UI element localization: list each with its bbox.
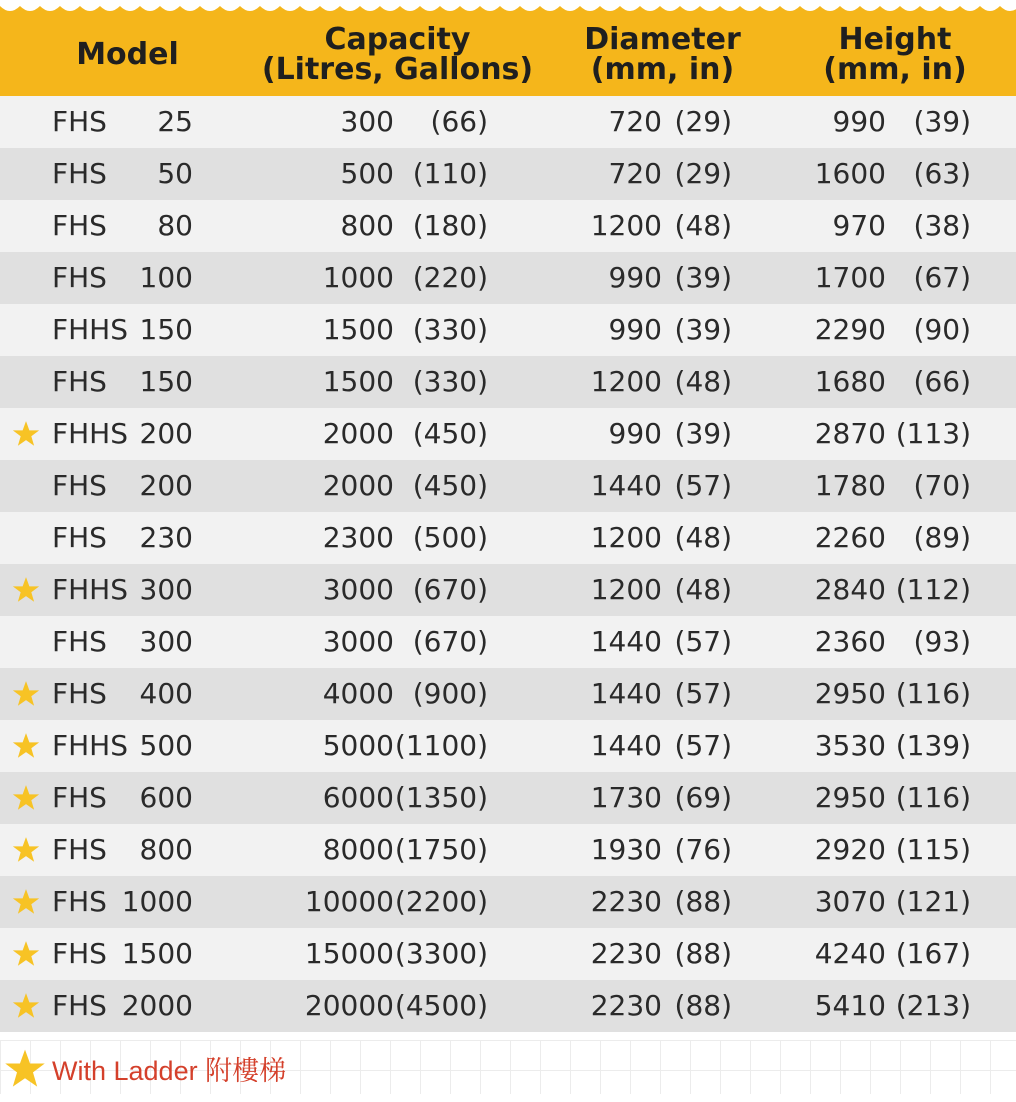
model-number: 400 (139, 677, 193, 710)
diameter-mm: 2230 (590, 989, 662, 1022)
model-prefix: FHS (52, 885, 107, 918)
model-number: 300 (139, 625, 193, 658)
height-mm: 3070 (814, 885, 886, 918)
height-mm: 3530 (814, 729, 886, 762)
capacity-litres: 500 (340, 157, 394, 190)
table-body (0, 96, 1016, 1032)
header-height (800, 18, 990, 92)
height-in: (38) (913, 209, 971, 242)
height-mm: 1780 (814, 469, 886, 502)
table-row (0, 616, 1016, 668)
height-mm: 2360 (814, 625, 886, 658)
height-in: (112) (895, 573, 971, 606)
model-number: 800 (139, 833, 193, 866)
diameter-mm: 1440 (590, 469, 662, 502)
header-capacity-label: Capacity (324, 22, 471, 57)
star-icon (12, 564, 44, 616)
capacity-gallons: (670) (412, 573, 488, 606)
capacity-litres: 3000 (322, 625, 394, 658)
header-capacity-units: (Litres, Gallons) (261, 52, 534, 87)
diameter-in: (48) (674, 521, 732, 554)
table-row (0, 512, 1016, 564)
height-in: (66) (913, 365, 971, 398)
model-number: 200 (139, 469, 193, 502)
capacity-litres: 3000 (322, 573, 394, 606)
model-number: 1500 (121, 937, 193, 970)
diameter-in: (39) (674, 417, 732, 450)
diameter-in: (57) (674, 469, 732, 502)
capacity-gallons: (450) (412, 469, 488, 502)
star-icon (12, 876, 44, 928)
model-number: 150 (139, 313, 193, 346)
capacity-litres: 8000 (322, 833, 394, 866)
height-mm: 2950 (814, 677, 886, 710)
model-number: 300 (139, 573, 193, 606)
model-number: 2000 (121, 989, 193, 1022)
capacity-gallons: (330) (412, 313, 488, 346)
diameter-mm: 990 (608, 261, 662, 294)
diameter-mm: 1200 (590, 521, 662, 554)
height-in: (213) (895, 989, 971, 1022)
height-in: (167) (895, 937, 971, 970)
model-number: 600 (139, 781, 193, 814)
diameter-in: (88) (674, 989, 732, 1022)
diameter-in: (76) (674, 833, 732, 866)
model-number: 200 (139, 417, 193, 450)
height-in: (113) (895, 417, 971, 450)
capacity-litres: 20000 (304, 989, 394, 1022)
star-icon (12, 824, 44, 876)
table-row (0, 408, 1016, 460)
model-number: 80 (157, 209, 193, 242)
diameter-in: (57) (674, 677, 732, 710)
table-row (0, 668, 1016, 720)
capacity-gallons: (110) (412, 157, 488, 190)
table-row (0, 720, 1016, 772)
diameter-mm: 1200 (590, 573, 662, 606)
height-mm: 1600 (814, 157, 886, 190)
table-row (0, 200, 1016, 252)
capacity-gallons: (3300) (394, 937, 488, 970)
height-in: (70) (913, 469, 971, 502)
model-prefix: FHHS (52, 313, 128, 346)
diameter-mm: 1440 (590, 677, 662, 710)
capacity-gallons: (220) (412, 261, 488, 294)
legend-text: With Ladder 附樓梯 (52, 1056, 287, 1086)
model-prefix: FHS (52, 781, 107, 814)
height-mm: 2870 (814, 417, 886, 450)
height-in: (116) (895, 677, 971, 710)
model-number: 50 (157, 157, 193, 190)
height-mm: 2920 (814, 833, 886, 866)
header-diameter-label: Diameter (584, 22, 741, 57)
star-icon (12, 928, 44, 980)
model-prefix: FHS (52, 625, 107, 658)
diameter-in: (39) (674, 261, 732, 294)
header-capacity (250, 18, 545, 92)
capacity-litres: 10000 (304, 885, 394, 918)
height-in: (116) (895, 781, 971, 814)
capacity-litres: 1500 (322, 313, 394, 346)
diameter-in: (69) (674, 781, 732, 814)
table-row (0, 96, 1016, 148)
star-icon (12, 668, 44, 720)
star-icon (12, 408, 44, 460)
capacity-litres: 2300 (322, 521, 394, 554)
capacity-litres: 5000 (322, 729, 394, 762)
height-in: (90) (913, 313, 971, 346)
diameter-in: (48) (674, 209, 732, 242)
diameter-mm: 1440 (590, 729, 662, 762)
diameter-in: (48) (674, 365, 732, 398)
capacity-litres: 1000 (322, 261, 394, 294)
diameter-in: (39) (674, 313, 732, 346)
header-diameter (570, 18, 755, 92)
model-prefix: FHS (52, 261, 107, 294)
height-in: (89) (913, 521, 971, 554)
table-row (0, 148, 1016, 200)
height-mm: 2290 (814, 313, 886, 346)
model-number: 1000 (121, 885, 193, 918)
capacity-gallons: (180) (412, 209, 488, 242)
height-mm: 2840 (814, 573, 886, 606)
capacity-gallons: (66) (430, 105, 488, 138)
height-in: (93) (913, 625, 971, 658)
diameter-in: (88) (674, 937, 732, 970)
capacity-gallons: (1750) (394, 833, 488, 866)
wavy-edge (0, 0, 1016, 16)
diameter-in: (48) (674, 573, 732, 606)
model-prefix: FHS (52, 833, 107, 866)
capacity-gallons: (4500) (394, 989, 488, 1022)
height-in: (67) (913, 261, 971, 294)
capacity-litres: 4000 (322, 677, 394, 710)
model-prefix: FHS (52, 157, 107, 190)
diameter-mm: 720 (608, 157, 662, 190)
capacity-gallons: (900) (412, 677, 488, 710)
capacity-gallons: (2200) (394, 885, 488, 918)
capacity-gallons: (500) (412, 521, 488, 554)
table-row (0, 876, 1016, 928)
model-number: 25 (157, 105, 193, 138)
model-prefix: FHS (52, 521, 107, 554)
model-prefix: FHS (52, 209, 107, 242)
diameter-mm: 2230 (590, 885, 662, 918)
legend (0, 1040, 1016, 1094)
capacity-gallons: (670) (412, 625, 488, 658)
header-height-units: (mm, in) (823, 52, 967, 87)
capacity-litres: 6000 (322, 781, 394, 814)
table-row (0, 824, 1016, 876)
star-icon (4, 1048, 46, 1090)
capacity-gallons: (450) (412, 417, 488, 450)
diameter-in: (29) (674, 157, 732, 190)
capacity-gallons: (1350) (394, 781, 488, 814)
model-number: 500 (139, 729, 193, 762)
height-in: (121) (895, 885, 971, 918)
height-mm: 5410 (814, 989, 886, 1022)
model-number: 100 (139, 261, 193, 294)
diameter-in: (88) (674, 885, 732, 918)
height-in: (39) (913, 105, 971, 138)
table-header (0, 0, 1016, 96)
height-in: (115) (895, 833, 971, 866)
table-row (0, 928, 1016, 980)
diameter-mm: 1730 (590, 781, 662, 814)
height-mm: 2950 (814, 781, 886, 814)
height-in: (63) (913, 157, 971, 190)
model-prefix: FHHS (52, 729, 128, 762)
header-model-label: Model (76, 37, 179, 72)
diameter-mm: 990 (608, 313, 662, 346)
header-height-label: Height (838, 22, 952, 57)
height-mm: 2260 (814, 521, 886, 554)
table-row (0, 252, 1016, 304)
capacity-litres: 2000 (322, 417, 394, 450)
diameter-in: (57) (674, 729, 732, 762)
header-diameter-units: (mm, in) (590, 52, 735, 87)
capacity-gallons: (1100) (394, 729, 488, 762)
height-mm: 4240 (814, 937, 886, 970)
diameter-mm: 1930 (590, 833, 662, 866)
diameter-mm: 2230 (590, 937, 662, 970)
diameter-mm: 1200 (590, 209, 662, 242)
model-prefix: FHHS (52, 573, 128, 606)
table-row (0, 460, 1016, 512)
table-row (0, 304, 1016, 356)
height-mm: 1700 (814, 261, 886, 294)
model-prefix: FHS (52, 677, 107, 710)
table-row (0, 980, 1016, 1032)
model-prefix: FHS (52, 989, 107, 1022)
height-mm: 970 (832, 209, 886, 242)
capacity-litres: 800 (340, 209, 394, 242)
model-prefix: FHS (52, 105, 107, 138)
capacity-litres: 2000 (322, 469, 394, 502)
table-row (0, 564, 1016, 616)
model-number: 230 (139, 521, 193, 554)
capacity-litres: 15000 (304, 937, 394, 970)
height-mm: 1680 (814, 365, 886, 398)
diameter-in: (29) (674, 105, 732, 138)
diameter-mm: 720 (608, 105, 662, 138)
model-prefix: FHHS (52, 417, 128, 450)
capacity-litres: 300 (340, 105, 394, 138)
model-prefix: FHS (52, 365, 107, 398)
header-model (40, 18, 215, 92)
diameter-mm: 990 (608, 417, 662, 450)
table-row (0, 772, 1016, 824)
capacity-gallons: (330) (412, 365, 488, 398)
diameter-in: (57) (674, 625, 732, 658)
height-mm: 990 (832, 105, 886, 138)
capacity-litres: 1500 (322, 365, 394, 398)
star-icon (12, 720, 44, 772)
star-icon (12, 772, 44, 824)
model-prefix: FHS (52, 937, 107, 970)
height-in: (139) (895, 729, 971, 762)
diameter-mm: 1440 (590, 625, 662, 658)
model-number: 150 (139, 365, 193, 398)
diameter-mm: 1200 (590, 365, 662, 398)
table-row (0, 356, 1016, 408)
star-icon (12, 980, 44, 1032)
model-prefix: FHS (52, 469, 107, 502)
